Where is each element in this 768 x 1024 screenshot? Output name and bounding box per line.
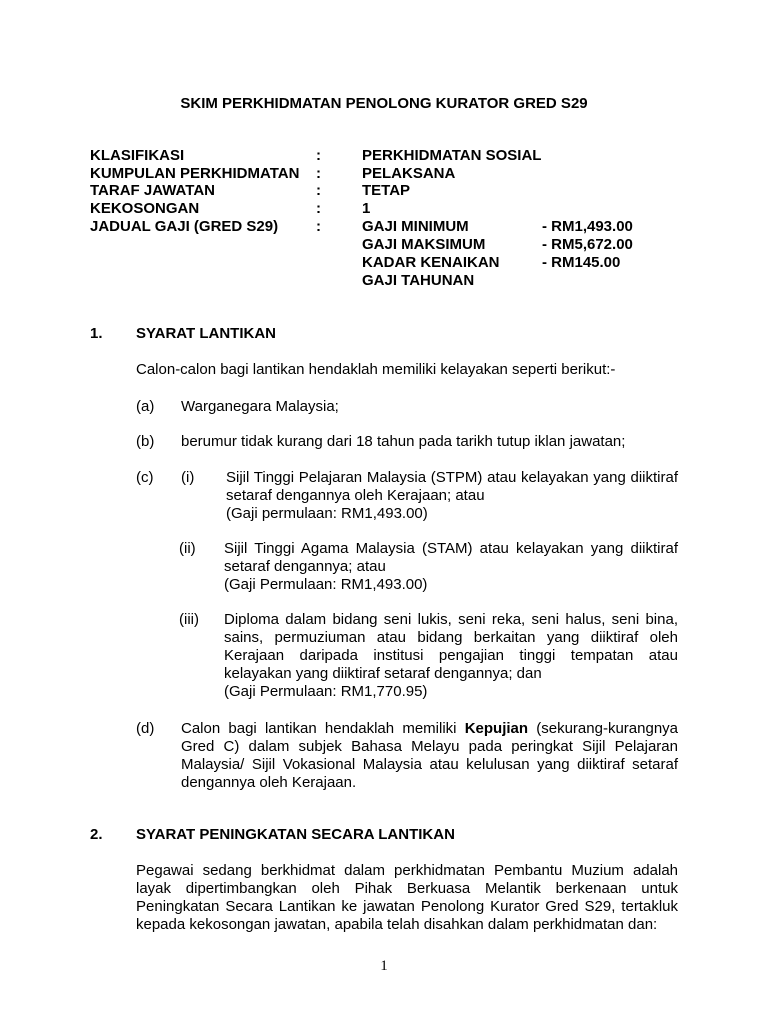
value-kekosongan: 1 (362, 200, 371, 217)
item-d-text-after: (sekurang-kurangnya Gred C) dalam subjek Bahasa Melayu pada peringkat Sijil Pelajaran Malaysia/ Sijil Vokasional Malaysia atau kelulusan yang diiktiraf setaraf dengannya oleh Kerajaan. (181, 720, 679, 791)
salary-value-min: - RM1,493.00 (542, 218, 633, 235)
item-d-text-before: Calon bagi lantikan hendaklah memiliki (181, 720, 465, 737)
colon: : (316, 147, 321, 164)
item-d-bold: Kepujian (464, 720, 529, 737)
item-c-i-label: (i) (181, 469, 195, 486)
item-b-text: berumur tidak kurang dari 18 tahun pada tarikh tutup iklan jawatan; (181, 433, 626, 450)
item-c-i-salary: (Gaji permulaan: RM1,493.00) (226, 505, 428, 522)
salary-value-increment: - RM145.00 (542, 254, 621, 271)
item-d-text (181, 720, 678, 792)
salary-label-annual: GAJI TAHUNAN (362, 272, 475, 289)
colon: : (316, 165, 321, 182)
item-a-label: (a) (136, 398, 155, 415)
item-c-label: (c) (136, 469, 154, 486)
section2-number: 2. (90, 826, 103, 843)
item-c-ii-salary: (Gaji Permulaan: RM1,493.00) (224, 576, 428, 593)
page-number: 1 (380, 958, 388, 974)
page-title: SKIM PERKHIDMATAN PENOLONG KURATOR GRED S29 (180, 95, 588, 112)
salary-value-max: - RM5,672.00 (542, 236, 633, 253)
section1-heading: SYARAT LANTIKAN (136, 325, 277, 342)
value-klasifikasi: PERKHIDMATAN SOSIAL (362, 147, 542, 164)
item-d-label: (d) (136, 720, 155, 737)
item-c-i-text: Sijil Tinggi Pelajaran Malaysia (STPM) atau kelayakan yang diiktiraf setaraf dengannya oleh Kerajaan; atau (226, 469, 678, 504)
label-taraf: TARAF JAWATAN (90, 182, 215, 199)
item-c-iii-label: (iii) (179, 611, 199, 628)
value-taraf: TETAP (362, 182, 411, 199)
item-c-iii-text: Diploma dalam bidang seni lukis, seni reka, seni halus, seni bina, sains, permuziuman atau bidang berkaitan yang diiktiraf oleh Kerajaan daripada institusi pengajian tinggi tempatan atau kelayakan yang diiktiraf setaraf dengannya; dan (224, 611, 678, 682)
section1-number: 1. (90, 325, 103, 342)
item-c-ii-label: (ii) (179, 540, 196, 557)
item-a-text: Warganegara Malaysia; (181, 398, 339, 415)
item-c-ii-text: Sijil Tinggi Agama Malaysia (STAM) atau kelayakan yang diiktiraf setaraf dengannya; atau (224, 540, 678, 575)
section2-heading: SYARAT PENINGKATAN SECARA LANTIKAN (136, 826, 455, 843)
label-jadual-gaji: JADUAL GAJI (GRED S29) (90, 218, 279, 235)
salary-label-min: GAJI MINIMUM (362, 218, 469, 235)
label-kumpulan: KUMPULAN PERKHIDMATAN (90, 165, 300, 182)
item-c-iii-salary: (Gaji Permulaan: RM1,770.95) (224, 683, 428, 700)
section2-text: Pegawai sedang berkhidmat dalam perkhidmatan Pembantu Muzium adalah layak dipertimbangkan oleh Pihak Berkuasa Melantik berkenaan untuk Peningkatan Secara Lantikan ke jawatan Penolong Kurator Gred S29, tertakluk kepada kekosongan jawatan, apabila telah disahkan dalam perkhidmatan dan: (136, 862, 678, 933)
label-kekosongan: KEKOSONGAN (90, 200, 200, 217)
colon: : (316, 218, 321, 235)
label-klasifikasi: KLASIFIKASI (90, 147, 185, 164)
section1-intro: Calon-calon bagi lantikan hendaklah memiliki kelayakan seperti berikut:- (136, 361, 616, 378)
salary-label-increment: KADAR KENAIKAN (362, 254, 500, 271)
colon: : (316, 200, 321, 217)
item-b-label: (b) (136, 433, 155, 450)
colon: : (316, 182, 321, 199)
salary-label-max: GAJI MAKSIMUM (362, 236, 486, 253)
value-kumpulan: PELAKSANA (362, 165, 456, 182)
